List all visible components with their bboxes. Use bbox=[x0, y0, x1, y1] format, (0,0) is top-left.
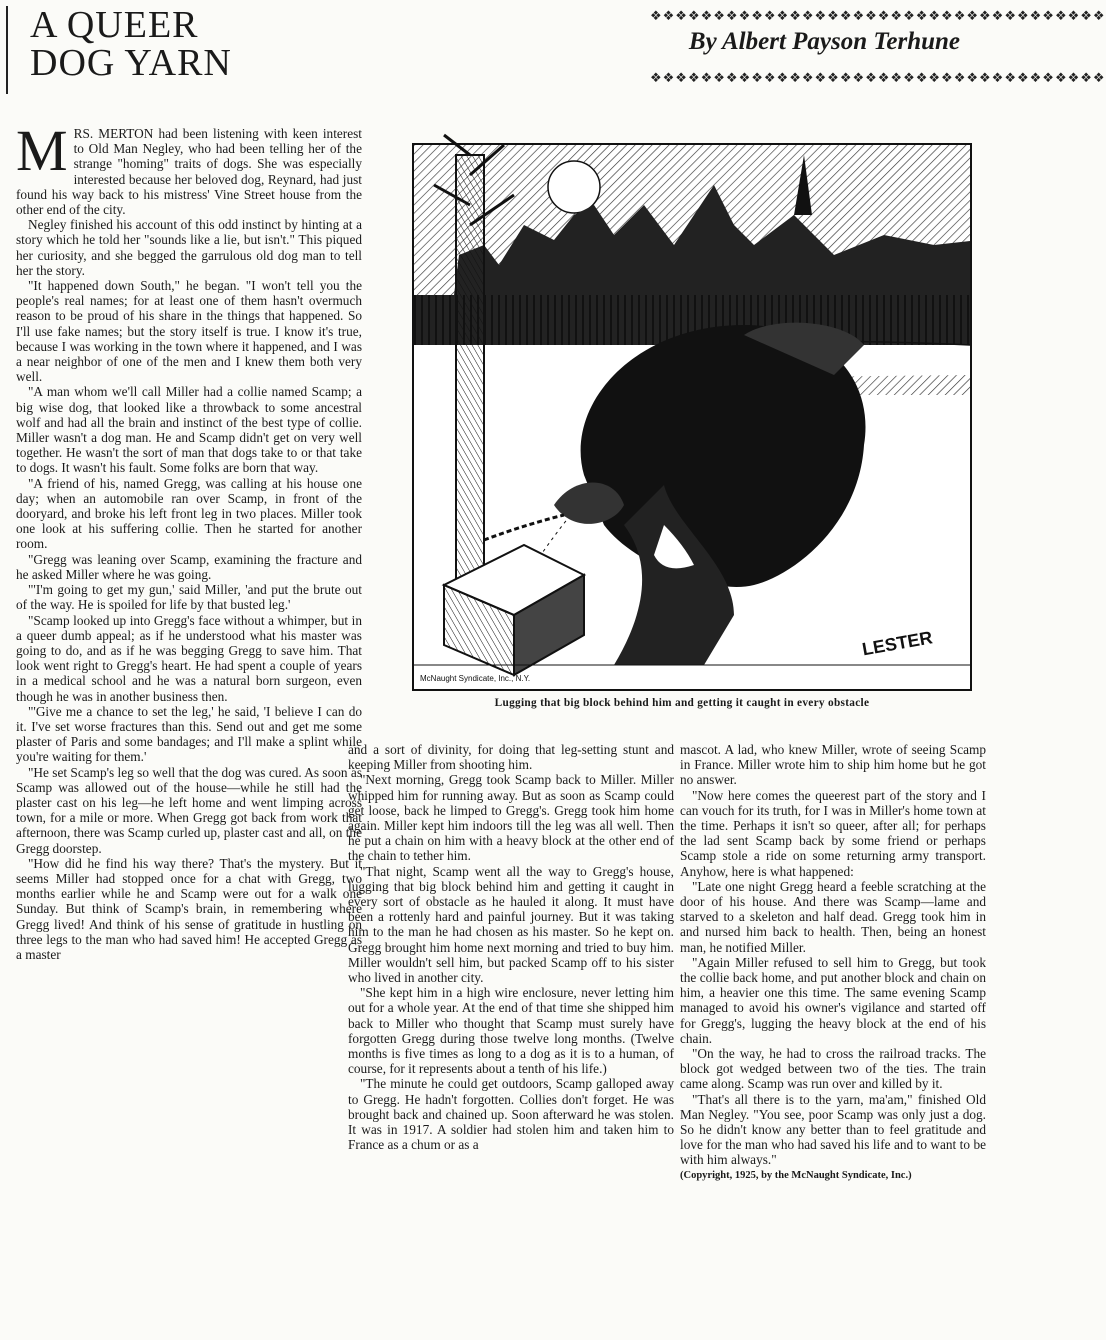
paragraph: "Scamp looked up into Gregg's face without a whimper, but in a queer dumb appeal; as if he understood what his master was going to do, and as if he was begging Gregg to save him. That look went right to Gregg's heart. He had spent a couple of years in a medical school and he was a natural born surgeon, even though he was in another business then. bbox=[16, 612, 362, 704]
paragraph: "Gregg was leaning over Scamp, examining the fracture and he asked Miller where he was going. bbox=[16, 551, 362, 582]
headline-line-1: A QUEER bbox=[30, 4, 199, 46]
paragraph: "Late one night Gregg heard a feeble scratching at the door of his house. And there was Scamp—lame and starved to a skeleton and half dead. Gregg took him in and nursed him back to health. Then, being an honest man, he notified Miller. bbox=[680, 878, 986, 955]
paragraph: Negley finished his account of this odd instinct by hinting at a story which he told her "sounds like a lie, but isn't." This piqued her curiosity, and she begged the garrulous old dog man to tell her the story. bbox=[16, 217, 362, 278]
column-1 bbox=[16, 118, 362, 962]
byline: By Albert Payson Terhune bbox=[688, 28, 960, 55]
drop-cap: M bbox=[16, 118, 68, 183]
paragraph: "He set Scamp's leg so well that the dog was cured. As soon as Scamp was allowed out of the house—while he still had the plaster cast on his leg—he left home and went limping across town, for a mile or more. When Gregg got back from work that afternoon, there was Scamp curled up, plaster cast and all, on the Gregg doorstep. bbox=[16, 764, 362, 856]
illustration-caption: Lugging that big block behind him and getting it caught in every obstacle bbox=[494, 697, 870, 709]
paragraph: "A friend of his, named Gregg, was calling at his house one day; when an automobile ran over Scamp, in front of the dooryard, and broke his left front leg in two places. Miller took one look at his suffering collie. Then he started for another room. bbox=[16, 475, 362, 552]
paragraph: MRS. MERTON had been listening with keen interest to Old Man Negley, who had been telling her of the strange "homing" traits of dogs. She was especially interested because her beloved dog, Reynard, had just found his way back to his mistress' Vine Street house from the other end of the city. bbox=[16, 118, 362, 218]
column-3 bbox=[680, 742, 986, 1183]
paragraph: "A man whom we'll call Miller had a collie named Scamp; a big wise dog, that looked like a throwback to some ancestral wolf and had all the brain and instinct of the best type of collie. Miller wasn't a dog man. He and Scamp didn't get on very well together. He wasn't the sort of man that dogs take to or that take to dogs. It wasn't his fault. Some folks are born that way. bbox=[16, 384, 362, 476]
paragraph: "The minute he could get outdoors, Scamp galloped away to Gregg. He hadn't forgotten. Collies don't forget. He was brought back and chained up. Soon afterward he was stolen. It was in 1917. A soldier had stolen him and taken him to France as a chum or as a bbox=[348, 1076, 674, 1153]
paragraph: mascot. A lad, who knew Miller, wrote of seeing Scamp in France. Miller wrote him to ship him home but he got no answer. bbox=[680, 742, 986, 788]
paragraph: "'I'm going to get my gun,' said Miller, 'and put the brute out of the way. He is spoiled for life by that busted leg.' bbox=[16, 582, 362, 613]
illustration-drawing bbox=[414, 145, 970, 689]
paragraph: "That's all there is to the yarn, ma'am," finished Old Man Negley. "You see, poor Scamp was only just a dog. So he didn't know any better than to feel gratitude and love for the man who had saved his life and to want to be with him always." bbox=[680, 1091, 986, 1168]
artist-signature: LESTER bbox=[860, 627, 934, 660]
paragraph: "On the way, he had to cross the railroad tracks. The block got wedged between two of the ties. The train came along. Scamp was run over and killed by it. bbox=[680, 1046, 986, 1092]
paragraph: "She kept him in a high wire enclosure, never letting him out for a whole year. At the end of that time she shipped him back to Miller who thought that Scamp must surely have forgotten Gregg during those twelve long months. (Twelve months is five times as long to a dog as it is to a human, of course, for it represents about a tenth of his life.) bbox=[348, 985, 674, 1077]
paragraph: "Next morning, Gregg took Scamp back to Miller. Miller whipped him for running away. But as soon as Scamp could get loose, back he limped to Gregg's. Gregg took him home again. Miller kept him indoors till the leg was all well. Then he put a chain on him with a heavy block at the other end of the chain to tether him. bbox=[348, 772, 674, 864]
column-2 bbox=[348, 742, 674, 1152]
headline bbox=[30, 6, 330, 82]
paragraph: and a sort of divinity, for doing that leg-setting stunt and keeping Miller from shooting him. bbox=[348, 742, 674, 773]
paragraph: "That night, Scamp went all the way to Gregg's house, lugging that big block behind him and getting it caught in every sort of obstacle as he hauled it along. It must have been a rottenly hard and painful journey. But it was taking him to the man he had chosen as his master. So he kept on. Gregg brought him home next morning and tried to buy him. Miller wouldn't sell him, but packed Scamp off to his sister who lived in another city. bbox=[348, 863, 674, 986]
illustration-credit: McNaught Syndicate, Inc., N.Y. bbox=[420, 674, 531, 683]
headline-rule bbox=[6, 6, 8, 94]
ornament-top: ❖❖❖❖❖❖❖❖❖❖❖❖❖❖❖❖❖❖❖❖❖❖❖❖❖❖❖❖❖❖❖❖❖❖❖❖ bbox=[650, 8, 1106, 23]
ornament-bottom: ❖❖❖❖❖❖❖❖❖❖❖❖❖❖❖❖❖❖❖❖❖❖❖❖❖❖❖❖❖❖❖❖❖❖❖❖ bbox=[650, 70, 1106, 85]
copyright-notice: (Copyright, 1925, by the McNaught Syndicate, Inc.) bbox=[680, 1169, 912, 1181]
paragraph: "'Give me a chance to set the leg,' he said, 'I believe I can do it. I've set worse fractures than this. Send out and get me some plaster of Paris and some bandages; and I'll make a splint while you're waiting for them.' bbox=[16, 703, 362, 765]
moon-icon bbox=[548, 161, 600, 213]
paragraph: "How did he find his way there? That's the mystery. But it seems Miller had stopped once for a chat with Gregg, two months earlier while he and Scamp were out for a walk one Sunday. But think of Scamp's brain, in remembering where Gregg lived! And think of his sense of gratitude in hustling on three legs to the man who had saved him! He accepted Gregg as a master bbox=[16, 855, 362, 962]
paragraph: "It happened down South," he began. "I won't tell you the people's real names; for at least one of them hasn't overmuch reason to be proud of his share in the things that happened. So I'll use fake names; but the story itself is true. I know it's true, because I was working in the town where it happened, and I was a near neighbor of one of the men and I knew them both very well. bbox=[16, 278, 362, 385]
paragraph: "Again Miller refused to sell him to Gregg, but took the collie back home, and put another block and chain on him, a heavier one this time. The same evening Scamp managed to avoid his owner's vigilance and started off for Gregg's, lugging the heavy block at the end of his chain. bbox=[680, 954, 986, 1046]
illustration bbox=[412, 143, 972, 691]
paragraph: "Now here comes the queerest part of the story and I can vouch for its truth, for I was in Miller's home town at the time. Perhaps it isn't so queer, after all; for perhaps the lad sent Scamp back by some friend or perhaps Scamp stole a ride on some returning army transport. Anyhow, here is what happened: bbox=[680, 787, 986, 879]
headline-line-2: DOG YARN bbox=[30, 42, 232, 84]
